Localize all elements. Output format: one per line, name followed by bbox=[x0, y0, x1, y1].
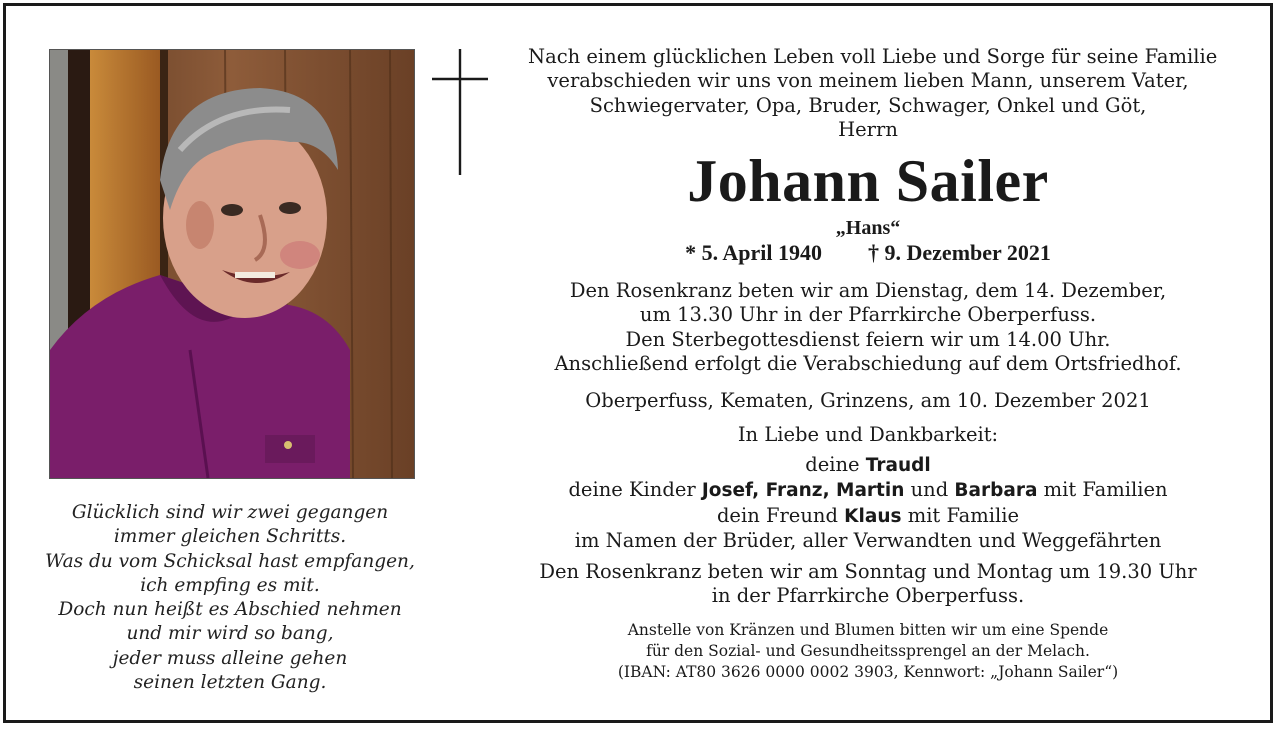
poem-line: ich empfing es mit. bbox=[140, 574, 320, 596]
death-date: † 9. Dezember 2021 bbox=[868, 240, 1051, 266]
poem-line: Glücklich sind wir zwei gegangen bbox=[71, 502, 389, 523]
poem-line: Was du vom Schicksal hast empfangen, bbox=[45, 550, 415, 572]
signer-text: mit Familie bbox=[901, 503, 1020, 527]
intro-line: Nach einem glücklichen Leben voll Liebe und Sorge für seine Familie bbox=[528, 45, 1218, 68]
birth-date: * 5. April 1940 bbox=[685, 240, 823, 266]
love-line: In Liebe und Dankbarkeit: bbox=[737, 422, 999, 446]
deceased-name: Johann Sailer bbox=[687, 148, 1049, 215]
signer-line-spouse bbox=[528, 453, 1208, 478]
signer-line-children bbox=[528, 478, 1208, 503]
donation-line: (IBAN: AT80 3626 0000 0002 3903, Kennwort: „Johann Sailer“) bbox=[617, 662, 1119, 681]
portrait-photo bbox=[49, 49, 415, 479]
signer-name: Barbara bbox=[954, 480, 1038, 502]
life-dates bbox=[528, 240, 1208, 266]
rosary-info bbox=[528, 560, 1208, 609]
donation-info bbox=[528, 620, 1208, 683]
signer-text: deine bbox=[805, 452, 866, 476]
signer-text: dein Freund bbox=[716, 503, 845, 527]
poem-line: Doch nun heißt es Abschied nehmen bbox=[58, 599, 402, 621]
intro-text bbox=[528, 45, 1218, 142]
ceremony-line: um 13.30 Uhr in der Pfarrkirche Oberperfuss. bbox=[639, 303, 1097, 327]
signer-name: Klaus bbox=[844, 505, 902, 527]
ceremony-line: Anschließend erfolgt die Verabschiedung auf dem Ortsfriedhof. bbox=[554, 352, 1182, 376]
poem-line: immer gleichen Schritts. bbox=[113, 526, 347, 548]
poem-line: jeder muss alleine gehen bbox=[112, 647, 348, 669]
donation-line: Anstelle von Kränzen und Blumen bitten wir um eine Spende bbox=[627, 620, 1109, 639]
signer-line-friend bbox=[528, 504, 1208, 529]
ceremony-line: Den Rosenkranz beten wir am Dienstag, dem 14. Dezember, bbox=[569, 279, 1167, 303]
intro-line: Schwiegervater, Opa, Bruder, Schwager, Onkel und Göt, bbox=[589, 93, 1147, 117]
ceremony-line: Den Sterbegottesdienst feiern wir um 14.00 Uhr. bbox=[625, 327, 1111, 351]
intro-line: verabschieden wir uns von meinem lieben Mann, unserem Vater, bbox=[547, 69, 1189, 93]
signer-line-relatives: im Namen der Brüder, aller Verwandten und Weggefährten bbox=[574, 528, 1162, 552]
obituary-frame bbox=[3, 3, 1273, 723]
donation-line: für den Sozial- und Gesundheitssprengel an der Melach. bbox=[646, 641, 1090, 660]
intro-line: Herrn bbox=[838, 117, 898, 141]
rosary-line: Den Rosenkranz beten wir am Sonntag und Montag um 19.30 Uhr bbox=[539, 560, 1197, 584]
obituary-text bbox=[528, 45, 1218, 683]
portrait-illustration bbox=[50, 50, 414, 478]
poem-line: seinen letzten Gang. bbox=[133, 672, 327, 694]
place-date: Oberperfuss, Kematen, Grinzens, am 10. Dezember 2021 bbox=[585, 389, 1151, 413]
signer-name: Traudl bbox=[865, 454, 931, 476]
rosary-line: in der Pfarrkirche Oberperfuss. bbox=[711, 584, 1025, 608]
signer-name: Josef, Franz, Martin bbox=[701, 480, 905, 502]
signers bbox=[528, 453, 1208, 553]
latin-cross-icon bbox=[432, 49, 488, 175]
signer-text: mit Familien bbox=[1037, 478, 1168, 502]
poem bbox=[34, 501, 426, 695]
ceremony-info bbox=[528, 279, 1208, 376]
signer-text: deine Kinder bbox=[568, 478, 702, 502]
signer-text: und bbox=[904, 478, 955, 502]
nickname: „Hans“ bbox=[835, 217, 901, 240]
poem-line: und mir wird so bang, bbox=[126, 623, 334, 645]
